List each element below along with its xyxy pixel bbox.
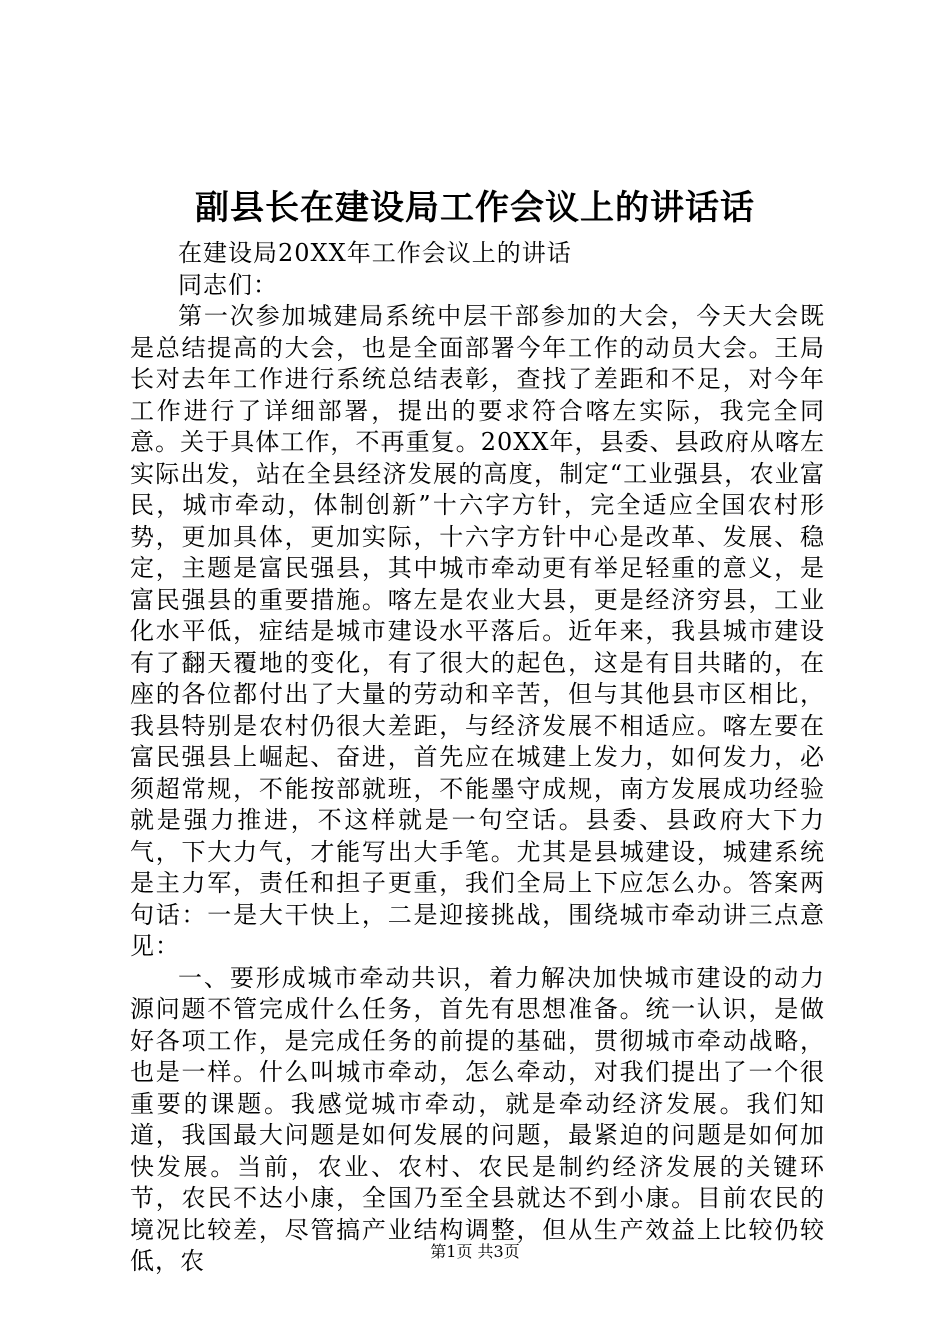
page-number-footer: 第1页 共3页	[430, 1242, 520, 1261]
paragraph-intro: 第一次参加城建局系统中层干部参加的大会，今天大会既是总结提高的大会，也是全面部署今年工作的动员大会。王局长对去年工作进行系统总结表彰，查找了差距和不足，对今年工作进行了详细部署，提出的要求符合喀左实际，我完全同意。关于具体工作，不再重复。20XX年，县委、县政府从喀左实际出发，站在全县经济发展的高度，制定“工业强县，农业富民，城市牵动，体制创新”十六字方针，完全适应全国农村形势，更加具体，更加实际，十六字方针中心是改革、发展、稳定，主题是富民强县，其中城市牵动更有举足轻重的意义，是富民强县的重要措施。喀左是农业大县，更是经济穷县，工业化水平低，症结是城市建设水平落后。近年来，我县城市建设有了翻天覆地的变化，有了很大的起色，这是有目共睹的，在座的各位都付出了大量的劳动和辛苦，但与其他县市区相比，我县特别是农村仍很大差距，与经济发展不相适应。喀左要在富民强县上崛起、奋进，首先应在城建上发力，如何发力，必须超常规，不能按部就班，不能墨守成规，南方发展成功经验就是强力推进，不这样就是一句空话。县委、县政府大下力气，下大力气，才能写出大手笔。尤其是县城建设，城建系统是主力军，责任和担子更重，我们全局上下应怎么办。答案两句话：一是大干快上，二是迎接挑战，围绕城市牵动讲三点意见：	[130, 302, 825, 960]
subtitle-line: 在建设局20XX年工作会议上的讲话	[178, 239, 572, 267]
paragraph-point-one: 一、要形成城市牵动共识，着力解决加快城市建设的动力源问题不管完成什么任务，首先有思想准备。统一认识，是做好各项工作，是完成任务的前提的基础，贯彻城市牵动战略，也是一样。什么叫城市牵动，怎么牵动，对我们提出了一个很重要的课题。我感觉城市牵动，就是牵动经济发展。我们知道，我国最大问题是如何发展的问题，最紧迫的问题是如何加快发展。当前，农业、农村、农民是制约经济发展的关键环节，农民不达小康，全国乃至全县就达不到小康。目前农民的境况比较差，尽管搞产业结构调整，但从生产效益上比较仍较低，农	[130, 963, 825, 1275]
document-title: 副县长在建设局工作会议上的讲话话	[195, 188, 755, 228]
document-body	[130, 238, 825, 1278]
salutation: 同志们：	[178, 270, 278, 299]
